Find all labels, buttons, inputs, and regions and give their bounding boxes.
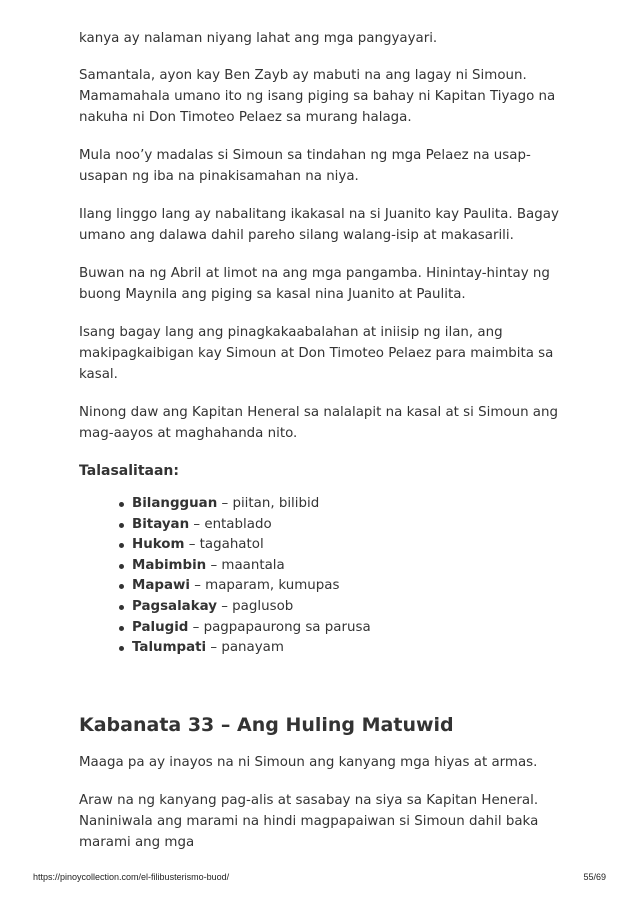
vocab-heading: Talasalitaan:: [79, 463, 179, 479]
vocab-item: [119, 535, 569, 556]
bullet-icon: [119, 543, 124, 548]
vocab-term: Pagsalakay: [132, 598, 217, 614]
page-number: 55/69: [583, 872, 606, 882]
vocab-term: Mapawi: [132, 578, 190, 594]
vocab-definition: – panayam: [206, 640, 284, 656]
vocab-item: [119, 638, 569, 659]
paragraph: Araw na ng kanyang pag-alis at sasabay na siya sa Kapitan Heneral. Naniniwala ang marami na hindi magpapaiwan si Simoun dahil baka marami ang mga: [79, 792, 539, 850]
document-body: [79, 28, 569, 870]
paragraph: kanya ay nalaman niyang lahat ang mga pangyayari.: [79, 31, 438, 46]
bullet-icon: [119, 626, 124, 631]
bullet-icon: [119, 502, 124, 507]
vocab-definition: – pagpapaurong sa parusa: [188, 619, 371, 635]
vocab-term: Hukom: [132, 537, 185, 553]
vocab-definition: – tagahatol: [184, 537, 264, 553]
vocab-list: [79, 494, 569, 659]
bullet-icon: [119, 605, 124, 610]
paragraph: Isang bagay lang ang pinagkakaabalahan at iniisip ng ilan, ang makipagkaibigan kay Simoun at Don Timoteo Pelaez para maimbita sa kasal.: [79, 325, 554, 382]
vocab-item: [119, 515, 569, 536]
vocab-item: [119, 576, 569, 597]
paragraph: Maaga pa ay inayos na ni Simoun ang kanyang mga hiyas at armas.: [79, 754, 538, 770]
bullet-icon: [119, 564, 124, 569]
page-footer: [0, 872, 638, 886]
bullet-icon: [119, 646, 124, 651]
vocab-definition: – paglusob: [216, 598, 294, 614]
vocab-term: Bilangguan: [132, 496, 218, 511]
vocab-item: [119, 618, 569, 639]
vocab-item: [119, 597, 569, 618]
paragraph: Ilang linggo lang ay nabalitang ikakasal na si Juanito kay Paulita. Bagay umano ang dalawa dahil pareho silang walang-isip at makasarili.: [79, 207, 559, 243]
vocab-definition: – entablado: [189, 516, 272, 532]
bullet-icon: [119, 523, 124, 528]
bullet-icon: [119, 584, 124, 589]
vocab-term: Palugid: [132, 619, 189, 635]
chapter-title: Kabanata 33 – Ang Huling Matuwid: [79, 713, 454, 736]
vocab-term: Mabimbin: [132, 557, 207, 573]
paragraph: Mula noo’y madalas si Simoun sa tindahan ng mga Pelaez na usap-usapan ng iba na pinakisamahan na niya.: [79, 148, 531, 184]
vocab-definition: – maparam, kumupas: [189, 578, 340, 594]
vocab-term: Bitayan: [132, 516, 190, 532]
footer-url[interactable]: https://pinoycollection.com/el-filibusterismo-buod/: [33, 872, 230, 882]
paragraph: Samantala, ayon kay Ben Zayb ay mabuti na ang lagay ni Simoun. Mamamahala umano ito ng isang piging sa bahay ni Kapitan Tiyago na nakuha ni Don Timoteo Pelaez sa murang halaga.: [79, 68, 556, 125]
vocab-term: Talumpati: [132, 640, 207, 656]
vocab-definition: – maantala: [206, 557, 285, 573]
vocab-item: [119, 494, 569, 515]
paragraph: Buwan na ng Abril at limot na ang mga pangamba. Hinintay-hintay ng buong Maynila ang piging sa kasal nina Juanito at Paulita.: [79, 266, 550, 302]
vocab-definition: – piitan, bilibid: [217, 496, 320, 511]
paragraph: Ninong daw ang Kapitan Heneral sa nalalapit na kasal at si Simoun ang mag-aayos at maghahanda nito.: [79, 405, 559, 441]
vocab-item: [119, 556, 569, 577]
